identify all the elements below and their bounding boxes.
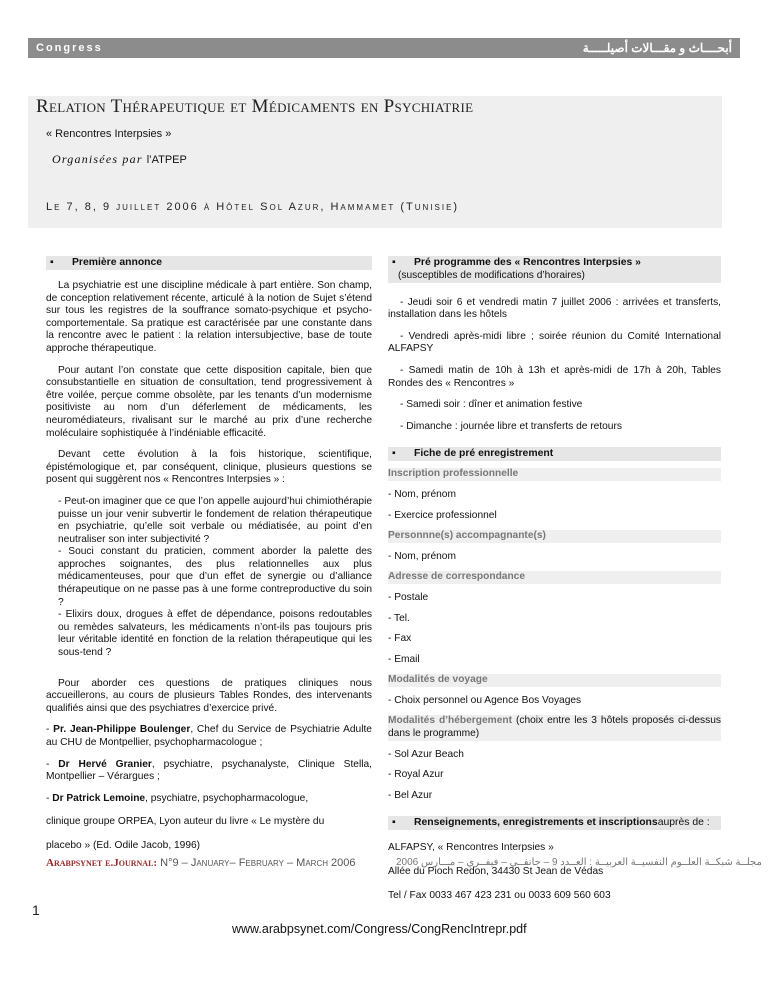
- questions-block: [58, 496, 372, 660]
- subtitle: « Rencontres Interpsies »: [46, 128, 172, 140]
- speaker-desc: , psychiatre, psychopharmacologue,: [145, 792, 309, 804]
- speaker-desc-line: clinique groupe ORPEA, Lyon auteur du livre « Le mystère du: [46, 816, 325, 828]
- paragraph: Pour aborder ces questions de pratiques cliniques nous accueillerons, au cours de plusieurs Tables Rondes, des intervenants qualifiés ainsi que des psychiatres d’exercice privé.: [46, 677, 372, 714]
- registration-note: (choix entre les 3 hôtels proposés ci-dessus dans le programme): [388, 715, 721, 740]
- question: - Peut-on imaginer que ce que l’on appelle aujourd’hui chimiothérapie puisse un jour venir subvertir le fondement de relation thérapeutique en psychiatrie, qu’elle soit verbale ou médiatisée, au point d’en neutraliser son inter subjectivité ?: [58, 495, 372, 545]
- heading-text: Première annonce: [72, 256, 163, 268]
- bullet-icon: ▪: [392, 256, 396, 268]
- registration-item: - Exercice professionnel: [388, 509, 497, 521]
- footer-issue: N°9 – January– February – March 2006: [157, 857, 356, 869]
- footer-arabic: مجلــة شبكــة العلــوم النفسيــة العربيــة : العــدد 9 – جانفــي – فيفــري – مـــارس 2006: [396, 857, 762, 868]
- registration-subtitle: Inscription professionnelle: [388, 468, 721, 481]
- registration-item: - Nom, prénom: [388, 550, 456, 562]
- paragraph: La psychiatrie est une discipline médicale à part entière. Son champ, de conception relativement récente, articulé à la notion de Sujet s’étend sur tous les registres de la souffrance somato-psychique et psycho-comportementale. Sa pratique est caractérisée par une constante dans la rencontre avec le patient : la relation intersubjective, base de toute approche thérapeutique.: [46, 280, 372, 354]
- paragraph: Pour autant l’on constate que cette disposition capitale, bien que consubstantielle en situation de consultation, tend progressivement à être voilée, perçue comme obsolète, par les tenants d’un modernisme positiviste au nom d’un déferlement de médicaments, les neuromédiateurs, rivalisant sur le marché au prix d’une recherche moléculaire sophistiquée à l’indéniable efficacité.: [46, 364, 372, 439]
- section-heading-announcement: [46, 256, 372, 270]
- bullet-icon: ▪: [392, 448, 396, 460]
- registration-item: - Fax: [388, 633, 412, 645]
- registration-item: - Choix personnel ou Agence Bos Voyages: [388, 694, 582, 706]
- registration-item: - Email: [388, 653, 420, 665]
- section-heading-programme: [388, 256, 721, 283]
- registration-item: - Sol Azur Beach: [388, 748, 464, 760]
- speaker: [46, 793, 372, 806]
- registration-item: - Nom, prénom: [388, 488, 456, 500]
- heading-text: Pré programme des « Rencontres Interpsies »: [414, 256, 641, 268]
- question: - Souci constant du praticien, comment aborder la palette des approches soignantes, des plus relationnelles aux plus médicamenteuses, pour que d’un effet de synergie ou d’alliance thérapeutique on ne passe pas à une forme contreproductive du soin ?: [58, 546, 372, 608]
- footer-journal: [46, 857, 356, 869]
- heading-subtext: (susceptibles de modifications d’horaires): [398, 270, 585, 281]
- speaker-name: Dr Hervé Granier: [58, 758, 152, 770]
- registration-item: - Bel Azur: [388, 789, 433, 801]
- registration-item: - Tel.: [388, 612, 410, 624]
- organiser-prefix: Organisées par: [52, 152, 143, 166]
- speaker-desc: , psychiatre, psychanalyste, Clinique Stella, Montpellier – Vérargues ;: [46, 758, 372, 783]
- section-heading-contact: [388, 816, 721, 830]
- speaker-dash: -: [46, 792, 53, 804]
- programme-item: - Jeudi soir 6 et vendredi matin 7 juillet 2006 : arrivées et transferts, installation dans les hôtels: [388, 296, 721, 321]
- bullet-icon: ▪: [392, 817, 396, 829]
- registration-subtitle: Personnne(s) accompagnante(s): [388, 530, 721, 543]
- header-bar: [28, 38, 740, 58]
- speaker-desc: , Chef du Service de Psychiatrie Adulte au CHU de Montpellier, psychopharmacologue ;: [46, 724, 372, 748]
- speaker: [46, 724, 372, 749]
- registration-item: - Royal Azur: [388, 769, 444, 781]
- speaker-dash: -: [46, 758, 59, 770]
- speaker-desc-line: placebo » (Ed. Odile Jacob, 1996): [46, 839, 201, 851]
- paragraph: Devant cette évolution à la fois historique, scientifique, épistémologique et, par conséquent, clinique, plusieurs questions se posent qui suggèrent nos « Rencontres Interpsies » :: [46, 449, 372, 486]
- right-column: [388, 256, 721, 902]
- heading-text: Fiche de pré enregistrement: [414, 448, 554, 460]
- left-column: [46, 256, 372, 853]
- header-left-label: Congress: [36, 42, 103, 54]
- section-heading-registration: [388, 447, 721, 461]
- registration-subtitle-with-note: [388, 715, 721, 740]
- page-title: Relation Thérapeutique et Médicaments en Psychiatrie: [36, 96, 474, 117]
- registration-subtitle: Modalités d’hébergement: [388, 715, 512, 727]
- heading-text: Renseignements, enregistrements et inscriptions: [414, 817, 658, 829]
- programme-item: - Dimanche : journée libre et transferts de retours: [400, 420, 622, 432]
- programme-item: - Samedi matin de 10h à 13h et après-midi de 17h à 20h, Tables Rondes des « Rencontres »: [388, 364, 721, 389]
- speaker-dash: -: [46, 724, 54, 736]
- contact-line: Allée du Pioch Redon, 34430 St Jean de Védas: [388, 866, 604, 878]
- footer-brand: Arabpsynet e.Journal:: [46, 857, 158, 869]
- programme-item: - Vendredi après-midi libre ; soirée réunion du Comité International ALFAPSY: [388, 330, 721, 355]
- speaker: [46, 759, 372, 784]
- question: - Elixirs doux, drogues à effet de dépendance, poisons redoutables ou remèdes salvateurs, les médicaments n’ont-ils pas toujours pris leur véritable identité en fonction de la relation thérapeutique qui les sous-tend ?: [58, 609, 372, 659]
- organiser-name: l’ATPEP: [146, 154, 187, 166]
- registration-subtitle: Adresse de correspondance: [388, 571, 721, 584]
- speaker-name: Dr Patrick Lemoine: [52, 792, 146, 804]
- document-url[interactable]: www.arabpsynet.com/Congress/CongRencIntrepr.pdf: [232, 922, 527, 936]
- heading-tail: auprès de :: [657, 817, 710, 829]
- event-dates: Le 7, 8, 9 juillet 2006 à Hôtel Sol Azur, Hammamet (Tunisie): [46, 201, 460, 213]
- header-right-label: أبحــــاث و مقـــالات أصيلـــــة: [582, 41, 732, 55]
- contact-line: ALFAPSY, « Rencontres Interpsies »: [388, 842, 554, 854]
- programme-item: - Samedi soir : dîner et animation festive: [400, 399, 583, 411]
- page-number: 1: [32, 902, 40, 918]
- organiser-line: [52, 152, 187, 167]
- registration-item: - Postale: [388, 591, 429, 603]
- bullet-icon: ▪: [50, 256, 54, 268]
- registration-subtitle: Modalités de voyage: [388, 674, 721, 687]
- contact-line: Tel / Fax 0033 467 423 231 ou 0033 609 560 603: [388, 889, 611, 901]
- speaker-name: Pr. Jean-Philippe Boulenger: [53, 724, 191, 736]
